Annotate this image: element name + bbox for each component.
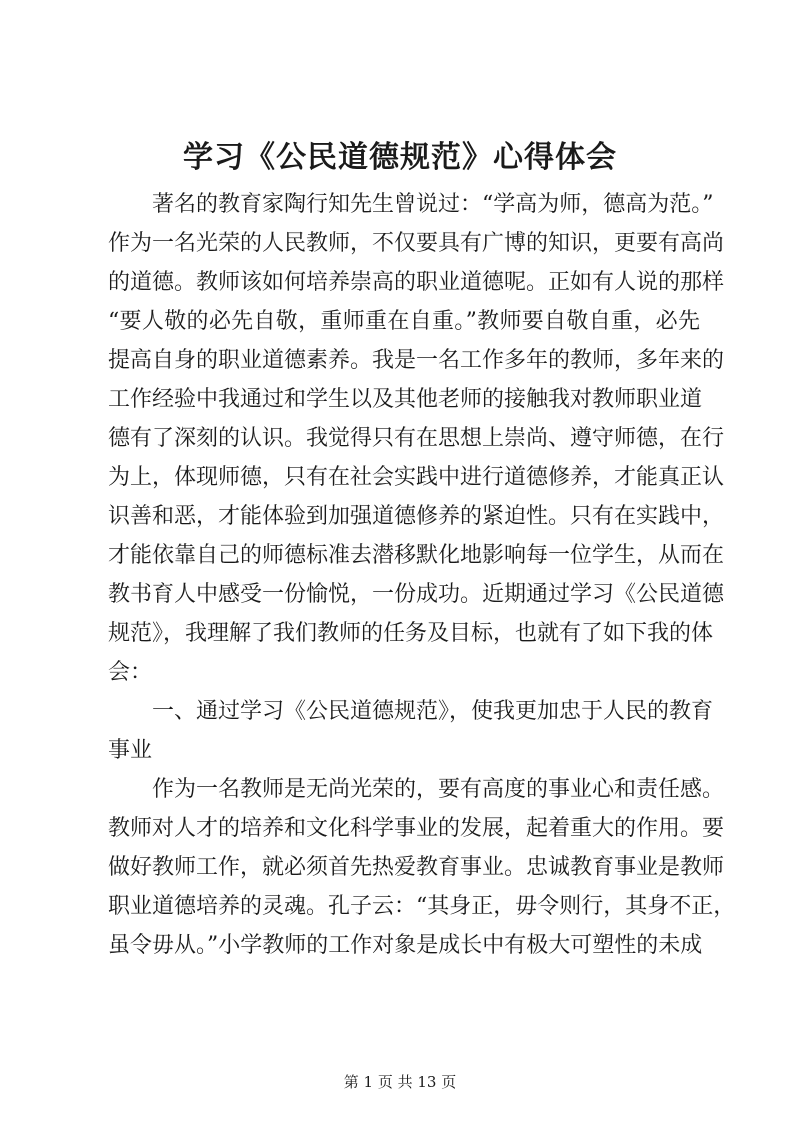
text-line: 教书育人中感受一份愉悦，一份成功。近期通过学习《公民道德 — [108, 582, 725, 607]
text-line: 才能依靠自己的师德标准去潜移默化地影响每一位学生，从而在 — [108, 543, 725, 568]
text-line: 提高自身的职业道德素养。我是一名工作多年的教师，多年来的 — [108, 348, 725, 373]
text-line: 规范》，我理解了我们教师的任务及目标，也就有了如下我的体 — [108, 621, 714, 646]
text-line: 为上，体现师德，只有在社会实践中进行道德修养，才能真正认 — [108, 465, 725, 490]
text-line: 作为一名教师是无尚光荣的，要有高度的事业心和责任感。 — [152, 777, 725, 802]
page-indicator: 第 1 页 共 13 页 — [343, 1073, 457, 1091]
text-line: 教师对人才的培养和文化科学事业的发展，起着重大的作用。要 — [108, 816, 725, 841]
text-line: 做好教师工作，就必须首先热爱教育事业。忠诚教育事业是教师 — [108, 855, 725, 880]
text-line: 职业道德培养的灵魂。孔子云：“其身正，毋令则行，其身不正， — [108, 894, 736, 919]
text-line: 著名的教育家陶行知先生曾说过：“学高为师，德高为范。” — [152, 192, 714, 217]
text-line: 工作经验中我通过和学生以及其他老师的接触我对教师职业道 — [108, 387, 703, 412]
section-heading-line: 事业 — [108, 738, 153, 763]
text-line: 的道德。教师该如何培养崇高的职业道德呢。正如有人说的那样 — [108, 270, 725, 295]
text-line: “要人敬的必先自敬，重师重在自重。”教师要自敬自重，必先 — [108, 309, 700, 334]
text-line: 会： — [108, 660, 153, 685]
text-line: 识善和恶，才能体验到加强道德修养的紧迫性。只有在实践中， — [108, 504, 725, 529]
text-line: 德有了深刻的认识。我觉得只有在思想上崇尚、遵守师德，在行 — [108, 426, 725, 451]
section-heading-line: 一、通过学习《公民道德规范》，使我更加忠于人民的教育 — [152, 699, 714, 724]
document-title: 学习《公民道德规范》心得体会 — [183, 140, 617, 175]
text-line: 作为一名光荣的人民教师，不仅要具有广博的知识，更要有高尚 — [108, 231, 725, 256]
text-line: 虽令毋从。”小学教师的工作对象是成长中有极大可塑性的未成 — [108, 933, 703, 958]
